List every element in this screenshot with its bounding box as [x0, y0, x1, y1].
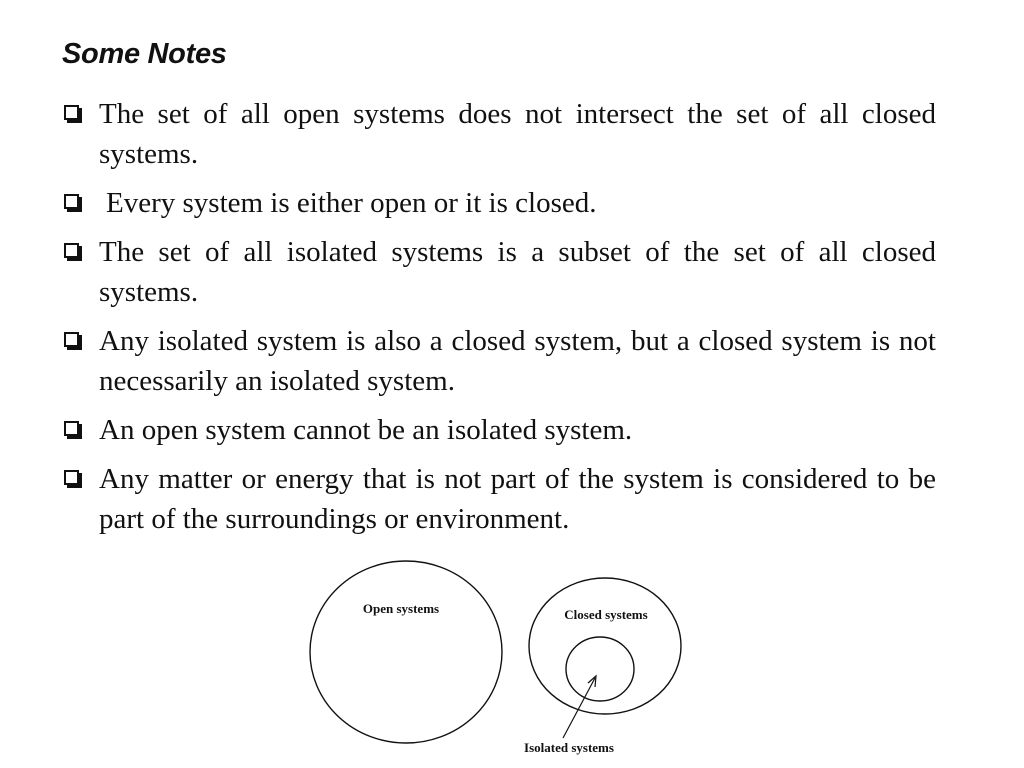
note-item — [64, 183, 936, 223]
systems-venn-diagram — [300, 560, 700, 765]
note-text: Any matter or energy that is not part of the system is considered to be part of the surroundings or environment. — [99, 463, 936, 535]
isolated-systems-circle — [566, 637, 634, 701]
notes-list — [64, 94, 936, 548]
note-text: The set of all isolated systems is a subset of the set of all closed systems. — [99, 236, 936, 308]
square-box-bullet-icon — [64, 243, 79, 258]
note-text: The set of all open systems does not intersect the set of all closed systems. — [99, 98, 936, 170]
note-item — [64, 321, 936, 401]
closed-systems-label: Closed systems — [564, 607, 648, 622]
open-systems-label: Open systems — [362, 601, 440, 616]
square-box-bullet-icon — [64, 421, 79, 436]
arrow-head-icon — [588, 676, 596, 687]
note-text: An open system cannot be an isolated system. — [99, 414, 633, 446]
isolated-pointer-arrow — [563, 678, 595, 738]
note-item — [64, 94, 936, 174]
note-text: Any isolated system is also a closed system, but a closed system is not necessarily an isolated system. — [99, 325, 936, 397]
square-box-bullet-icon — [64, 470, 79, 485]
square-box-bullet-icon — [64, 332, 79, 347]
note-text: Every system is either open or it is closed. — [106, 187, 597, 219]
note-item — [64, 410, 936, 450]
square-box-bullet-icon — [64, 194, 79, 209]
note-item — [64, 459, 936, 539]
note-item — [64, 232, 936, 312]
slide-title: Some Notes — [62, 38, 227, 70]
square-box-bullet-icon — [64, 105, 79, 120]
closed-systems-circle — [529, 578, 681, 714]
open-systems-circle — [310, 561, 502, 743]
isolated-systems-label: Isolated systems — [524, 740, 614, 755]
